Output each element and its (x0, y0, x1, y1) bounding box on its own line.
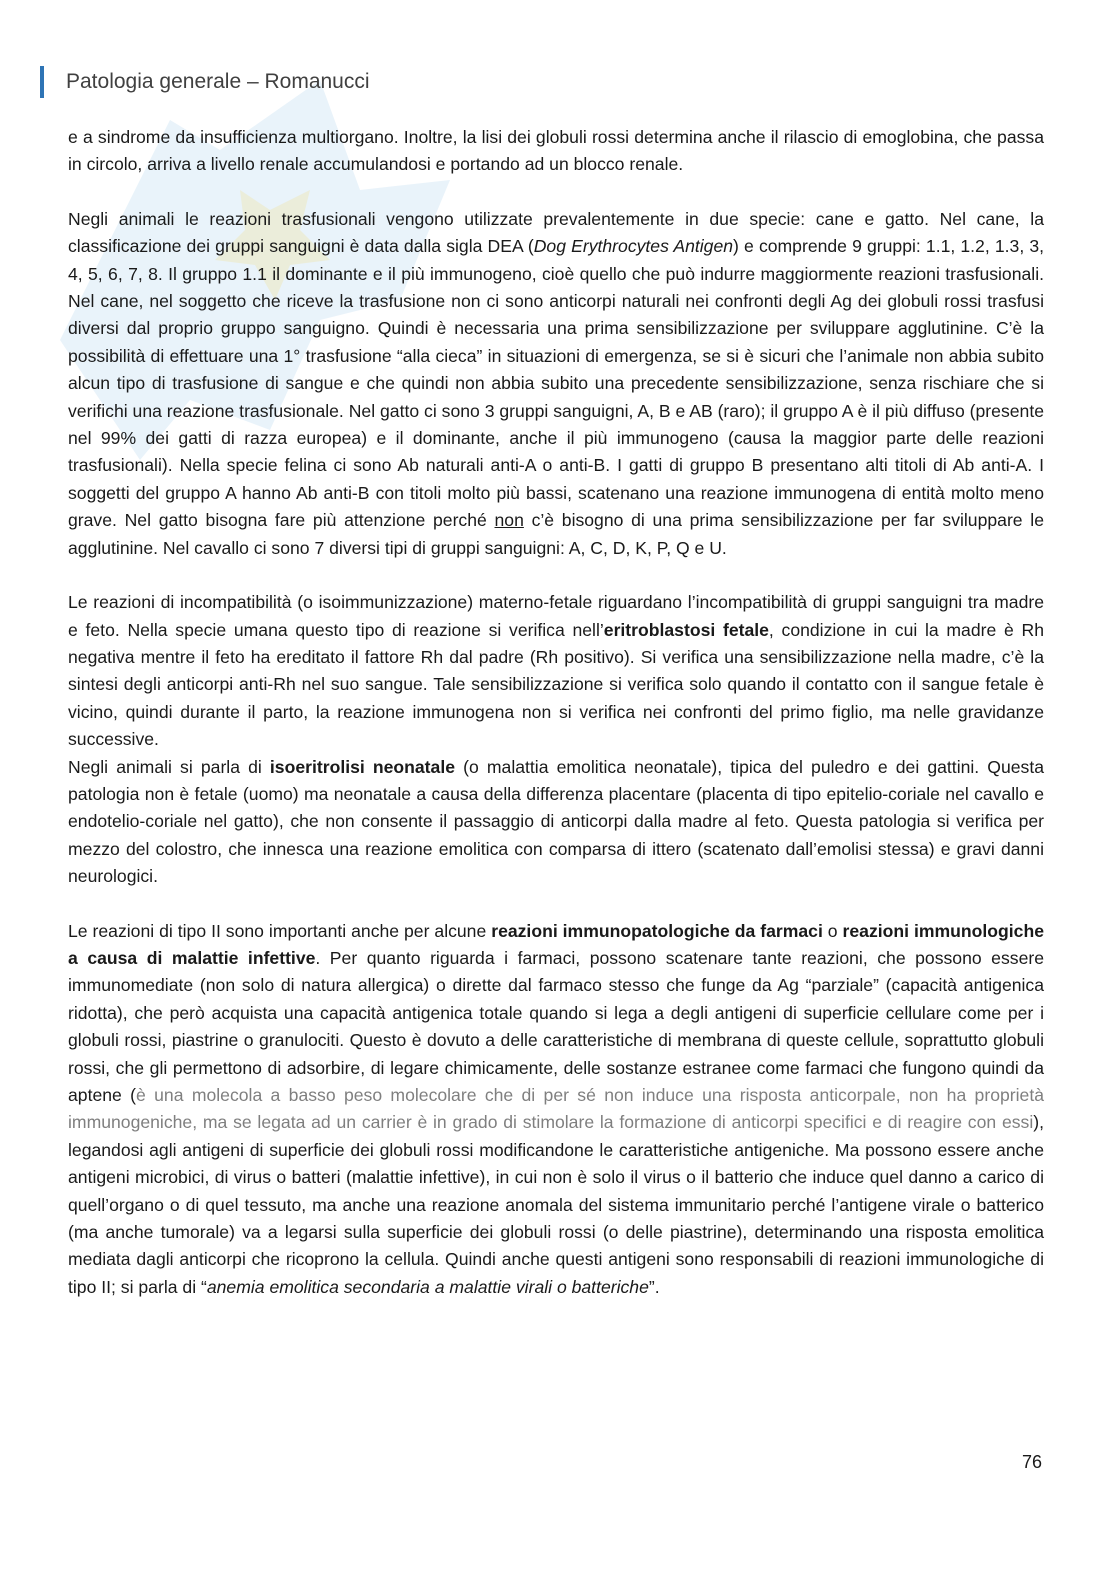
p3-bold-eritroblastosi: eritroblastosi fetale (603, 619, 769, 640)
p5-text-e: ”. (648, 1276, 660, 1297)
paragraph-transfusion-animals (68, 206, 1044, 562)
p5-italic-anemia: anemia emolitica secondaria a malattie virali o batteriche (206, 1276, 649, 1297)
page-header (40, 66, 370, 98)
document-body (68, 124, 1044, 1301)
p2-text-b: ) e comprende 9 gruppi: 1.1, 1.2, 1.3, 3, 4, 5, 6, 7, 8. Il gruppo 1.1 il dominante e il più immunogeno, cioè quello che può indurre maggiormente reazioni trasfusionali. Nel cane, nel soggetto che riceve la trasfusione non ci sono anticorpi naturali nei confronti degli Ag dei globuli rossi trasfusi diversi dal proprio gruppo sanguigno. Quindi è necessaria una prima sensibilizzazione per sviluppare agglutinine. C’è la possibilità di effettuare una 1° trasfusione “alla cieca” in situazioni di emergenza, se si è sicuri che l’animale non abbia subito alcun tipo di trasfusione di sangue e che quindi non abbia subito una precedente sensibilizzazione, senza rischiare che si verifichi una reazione trasfusionale. Nel gatto ci sono 3 gruppi sanguigni, A, B e AB (raro); il gruppo A è il più diffuso (presente nel 99% dei gatti di razza europea) e il dominante, anche il più immunogeno (causa la maggior parte delle reazioni trasfusionali). Nella specie felina ci sono Ab naturali anti-A o anti-B. I gatti di gruppo B presentano alti titoli di Ab anti-A. I soggetti del gruppo A hanno Ab anti-B con titoli molto più bassi, scatenano una reazione immunogena di entità molto meno grave. Nel gatto bisogna fare più attenzione perché (68, 236, 1045, 531)
paragraph-isoeritrolisi (68, 754, 1044, 891)
p5-gray-aptene-definition: è una molecola a basso peso molecolare che di per sé non induce una risposta anticorpale, non ha proprietà immunogeniche, ma se legata ad un carrier è in grado di stimolare la formazione di anticorpi specifici e di reagire con essi (68, 1085, 1044, 1133)
p3-text-b: , condizione in cui la madre è Rh negativa mentre il feto ha ereditato il fattore Rh dal padre (Rh positivo). Si verifica una sensibilizzazione nella madre, c’è la sintesi degli anticorpi anti-Rh nel suo sangue. Tale sensibilizzazione si verifica solo quando il contatto con il sangue fetale è vicino, quindi durante il parto, la reazione immunogena non si verifica nei confronti del primo figlio, ma nelle gravidanze successive. (68, 619, 1044, 750)
header-title: Patologia generale – Romanucci (66, 70, 370, 93)
p5-text-d: ), legandosi agli antigeni di superficie dei globuli rossi modificandone le caratteristiche antigeniche. Ma possono essere anche antigeni microbici, di virus o batteri (malattie infettive), in cui non è solo il virus o il batterio che induce quel danno a carico di quell’organo o di quel tessuto, ma anche una reazione anomala del sistema immunitario perché l’antigene virale o batterico (ma anche tumorale) va a legarsi sulla superficie dei globuli rossi (o delle piastrine), determinando una risposta emolitica mediata dagli anticorpi che ricoprono la cellula. Quindi anche questi antigeni sono responsabili di reazioni immunologiche di tipo II; si parla di “ (68, 1112, 1044, 1297)
p1-text: e a sindrome da insufficienza multiorgano. Inoltre, la lisi dei globuli rossi determina anche il rilascio di emoglobina, che passa in circolo, arriva a livello renale accumulandosi e portando ad un blocco renale. (68, 127, 1044, 175)
p2-italic-dea: Dog Erythrocytes Antigen (533, 236, 734, 257)
p4-text-a: Negli animali si parla di (68, 756, 270, 777)
p5-text-b: o (822, 920, 843, 941)
p2-text-a: Negli animali le reazioni trasfusionali vengono utilizzate prevalentemente in due specie: cane e gatto. Nel cane, la classificazione dei gruppi sanguigni è data dalla sigla DEA ( (68, 208, 1044, 257)
p5-text-a: Le reazioni di tipo II sono importanti anche per alcune (68, 920, 492, 941)
p4-text-b: (o malattia emolitica neonatale), tipica del puledro e dei gattini. Questa patologia non è fetale (uomo) ma neonatale a causa della differenza placentare (placenta di tipo epitelio-coriale nel cavallo e endotelio-coriale nel gatto), che non consente il passaggio di anticorpi dalla madre al feto. Questa patologia si verifica per mezzo del colostro, che innesca una reazione emolitica con comparsa di ittero (scatenato dall’emolisi stessa) e gravi danni neurologici. (68, 756, 1045, 887)
p5-bold-malattie-infettive: reazioni immunologiche a causa di malattie infettive (68, 920, 1044, 968)
p2-underline-non: non (494, 510, 524, 531)
p5-bold-farmaci: reazioni immunopatologiche da farmaci (491, 920, 823, 941)
p4-bold-isoeritrolisi: isoeritrolisi neonatale (269, 756, 456, 777)
p5-text-c: . Per quanto riguarda i farmaci, possono scatenare tante reazioni, che possono essere immunomediate (non solo di natura allergica) o dirette dal farmaco stesso che funge da Ag “parziale” (capacità antigenica ridotta), che però acquista una capacità antigenica totale quando si lega a degli antigeni di superficie cellulare come per i globuli rossi, piastrine o granulociti. Questo è dovuto a delle caratteristiche di membrana di queste cellule, soprattutto globuli rossi, che gli permettono di adsorbire, di legare chimicamente, delle sostanze estranee come farmaci che fungono quindi da aptene ( (68, 947, 1044, 1105)
paragraph-type-ii-reactions (68, 918, 1044, 1302)
p2-text-c: c’è bisogno di una prima sensibilizzazione per far sviluppare le agglutinine. Nel cavallo ci sono 7 diversi tipi di gruppi sanguigni: A, C, D, K, P, Q e U. (68, 510, 1044, 558)
page-number: 76 (1021, 1452, 1042, 1472)
paragraph-maternal-fetal (68, 589, 1044, 753)
paragraph-1 (68, 124, 1044, 179)
p3-text-a: Le reazioni di incompatibilità (o isoimmunizzazione) materno-fetale riguardano l’incompatibilità di gruppi sanguigni tra madre e feto. Nella specie umana questo tipo di reazione si verifica nell’ (68, 592, 1044, 640)
